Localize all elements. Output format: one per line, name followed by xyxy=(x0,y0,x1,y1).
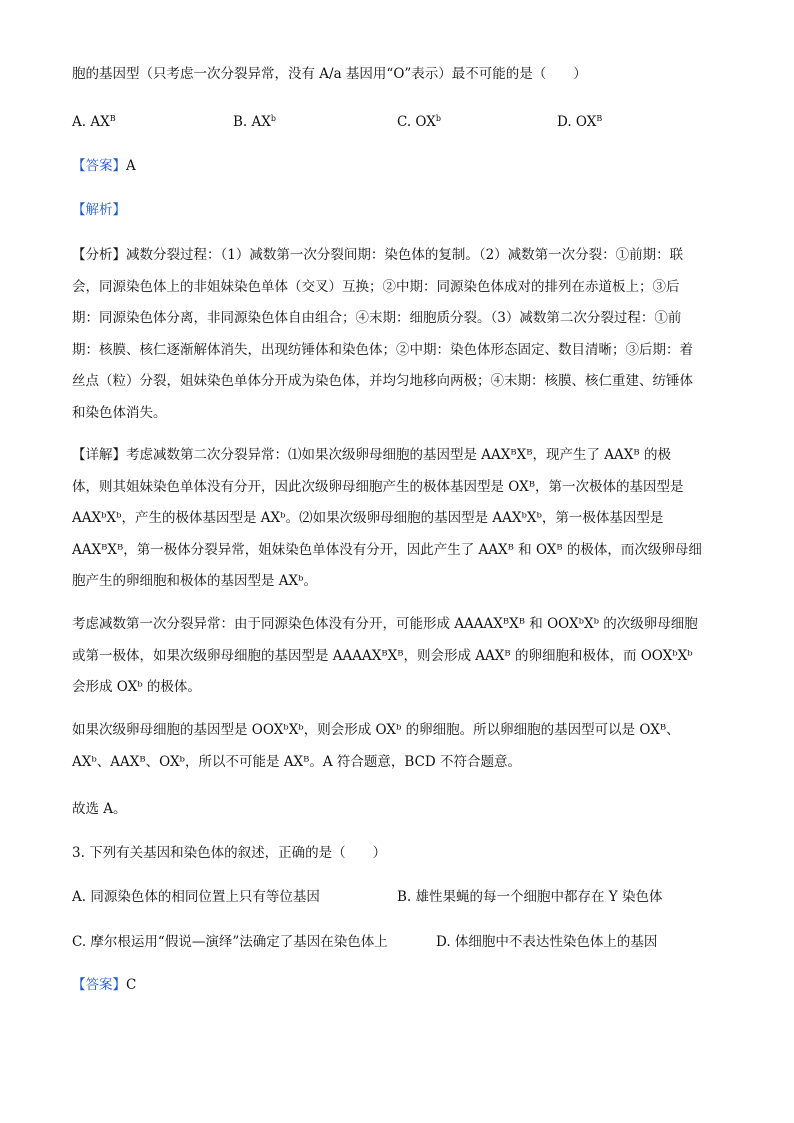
analysis-fenxi xyxy=(72,240,732,429)
detail-line: AAXᵇXᵇ，产生的极体基因型是 AXᵇ。⑵如果次级卵母细胞的基因型是 AAXᵇXᵇ，第一极体基因型是 xyxy=(72,510,664,526)
analysis-egg-cell xyxy=(72,715,732,778)
option-a xyxy=(72,112,116,132)
egg-line: 如果次级卵母细胞的基因型是 OOXᵇXᵇ，则会形成 OXᵇ 的卵细胞。所以卵细胞的基因型可以是 OXᴮ、 xyxy=(72,722,680,738)
q3-answer-tag: 【答案】 xyxy=(72,977,126,993)
answer-value: A xyxy=(126,158,136,174)
option-b-sup: b xyxy=(270,114,276,123)
fenxi-line: 期：核膜、核仁逐渐解体消失，出现纺锤体和染色体；②中期：染色体形态固定、数目清晰；③后期：着 xyxy=(72,341,693,358)
q3-answer-value: C xyxy=(126,977,137,993)
analysis-heading xyxy=(72,200,732,220)
option-d-label: D. OX xyxy=(557,114,597,130)
option-d xyxy=(557,112,602,132)
q3-option-a: A. 同源染色体的相同位置上只有等位基因 xyxy=(72,889,320,905)
q3-option-c: C. 摩尔根运用“假说—演绎”法确定了基因在染色体上 xyxy=(72,934,388,950)
analysis-detail xyxy=(72,440,732,598)
analysis-meiosis-one xyxy=(72,609,732,704)
option-b xyxy=(233,112,276,132)
mi-line: 会形成 OXᵇ 的极体。 xyxy=(72,679,201,695)
detail-line: 体，则其姐妹染色单体没有分开，因此次级卵母细胞产生的极体基因型是 OXᴮ，第一次极体的基因型是 xyxy=(72,478,684,495)
option-c xyxy=(397,112,441,132)
detail-line: 【详解】考虑减数第二次分裂异常：⑴如果次级卵母细胞的基因型是 AAXᴮXᴮ，现产生了 AAXᴮ 的极 xyxy=(72,447,671,463)
fenxi-line: 会，同源染色体上的非姐妹染色单体（交叉）互换；②中期：同源染色体成对的排列在赤道板上；③后 xyxy=(72,278,680,295)
option-a-sup: B xyxy=(109,114,116,123)
option-d-sup: B xyxy=(596,114,603,123)
q3-option-d: D. 体细胞中不表达性染色体上的基因 xyxy=(436,934,658,950)
analysis-tag: 【解析】 xyxy=(72,202,126,218)
mi-line: 或第一极体，如果次级卵母细胞的基因型是 AAAAXᴮXᴮ，则会形成 AAXᴮ 的卵细胞和极体，而 OOXᵇXᵇ xyxy=(72,647,693,664)
question-stem-tail: 胞的基因型（只考虑一次分裂异常，没有 A/a 基因用“O”表示）最不可能的是（ ） xyxy=(72,66,587,82)
q3-answer-line xyxy=(72,975,732,995)
egg-line: AXᵇ、AAXᴮ、OXᵇ，所以不可能是 AXᴮ。A 符合题意，BCD 不符合题意。 xyxy=(72,753,522,770)
option-b-label: B. AX xyxy=(233,114,271,130)
fenxi-line: 期：同源染色体分离，非同源染色体自由组合；④末期：细胞质分裂。（3）减数第二次分裂过程：①前 xyxy=(72,310,682,326)
option-a-label: A. AX xyxy=(72,114,110,130)
answer-tag: 【答案】 xyxy=(72,158,126,174)
answer-line xyxy=(72,156,732,176)
question-3-stem: 3. 下列有关基因和染色体的叙述，正确的是（ ） xyxy=(72,845,387,861)
detail-line: 胞产生的卵细胞和极体的基因型是 AXᵇ。 xyxy=(72,573,318,589)
q3-option-b: B. 雄性果蝇的每一个细胞中都存在 Y 染色体 xyxy=(397,889,663,905)
mi-line: 考虑减数第一次分裂异常：由于同源染色体没有分开，可能形成 AAAAXᴮXᴮ 和 OOXᵇXᵇ 的次级卵母细胞 xyxy=(72,616,698,632)
fenxi-line: 和染色体消失。 xyxy=(72,404,167,421)
detail-line: AAXᴮXᴮ，第一极体分裂异常，姐妹染色单体没有分开，因此产生了 AAXᴮ 和 OXᴮ 的极体，而次级卵母细 xyxy=(72,541,702,558)
conclusion: 故选 A。 xyxy=(72,801,127,817)
option-c-label: C. OX xyxy=(397,114,436,130)
fenxi-line: 丝点（粒）分裂，姐妹染色单体分开成为染色体，并均匀地移向两极；④末期：核膜、核仁重建、纺锤体 xyxy=(72,373,693,389)
fenxi-line: 【分析】减数分裂过程：（1）减数第一次分裂间期：染色体的复制。（2）减数第一次分裂：①前期：联 xyxy=(72,247,684,263)
option-c-sup: b xyxy=(435,114,441,123)
